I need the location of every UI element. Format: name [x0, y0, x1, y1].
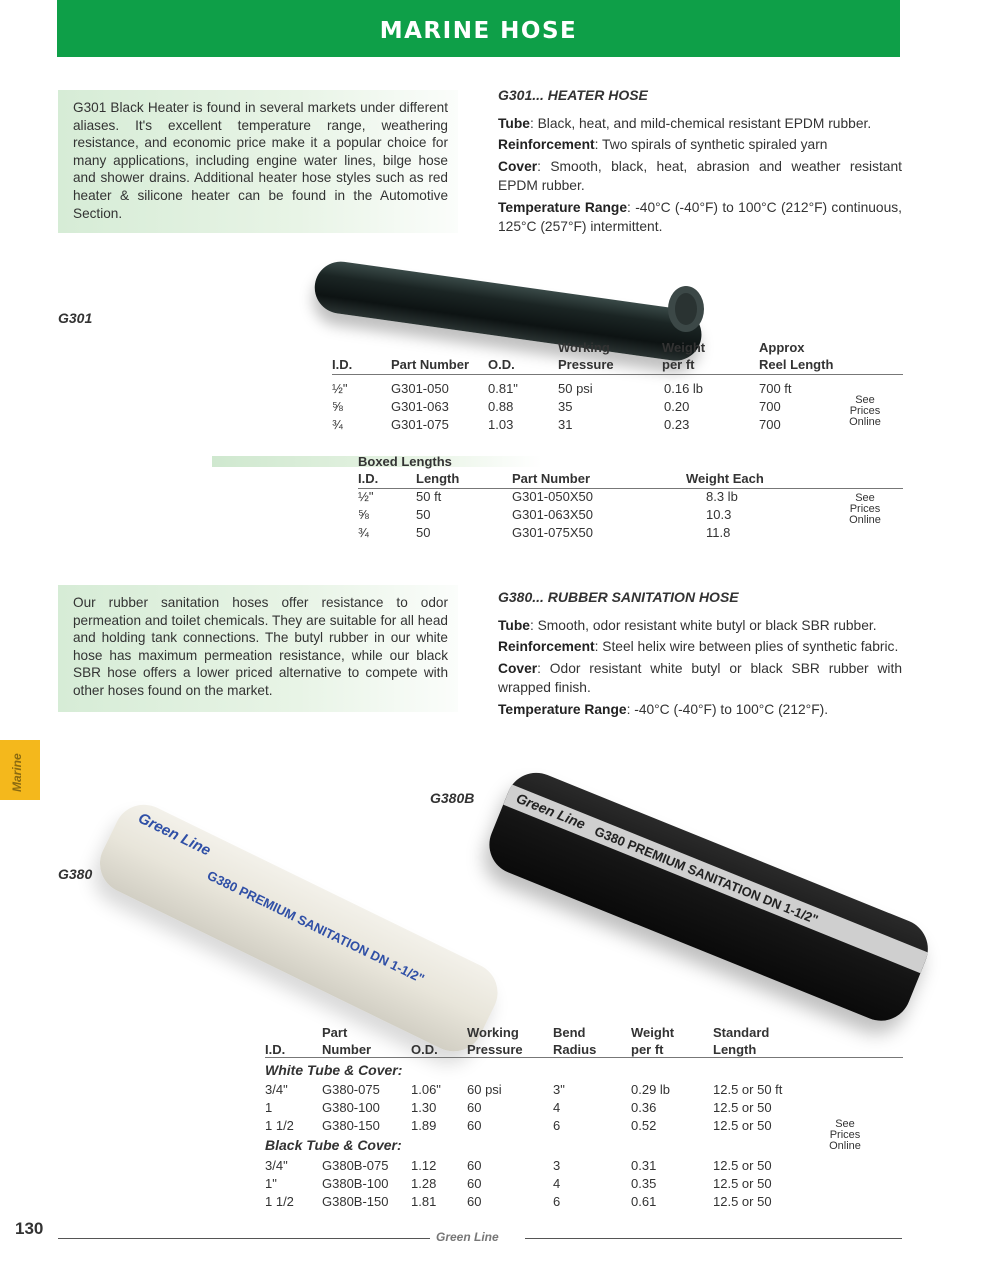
spec-value: : Two spirals of synthetic spiraled yarn — [594, 137, 828, 152]
table-cell: G380B-150 — [322, 1194, 389, 1209]
table-cell: 35 — [558, 399, 573, 414]
table-cell: 1.03 — [488, 417, 514, 432]
g380-intro: Our rubber sanitation hoses offer resistance to odor permeation and toilet chemicals. They are suitable for all head and holding tank connections. The butyl rubber in our white hose has maximum permeation resistance, while our black SBR hose offers a lower priced alternative to compete with other hoses found on the market. — [58, 585, 458, 712]
page-number: 130 — [15, 1219, 44, 1238]
table-row — [0, 416, 989, 434]
column-header: Part Number — [391, 357, 470, 372]
table-cell: 0.20 — [664, 399, 690, 414]
table-cell: 0.81" — [488, 381, 518, 396]
column-header: Length — [416, 471, 460, 486]
table-cell: 0.29 lb — [631, 1082, 671, 1097]
spec-value: : Steel helix wire between plies of synthetic fabric. — [594, 639, 899, 654]
table-row — [0, 398, 989, 416]
spec-item — [498, 616, 902, 636]
table-cell: G301-075 — [391, 417, 449, 432]
table-cell: ¾ — [332, 417, 343, 432]
table-cell: 60 — [467, 1158, 482, 1173]
table-cell: ⅝ — [358, 507, 369, 522]
table-cell: 0.88 — [488, 399, 514, 414]
table-row — [0, 1157, 989, 1175]
table-cell: G301-050X50 — [512, 489, 593, 504]
table-cell: 1.89 — [411, 1118, 437, 1133]
header-rule — [265, 1057, 903, 1058]
table-row — [0, 1081, 989, 1099]
column-header: Pressure — [467, 1042, 523, 1057]
table-cell: ½" — [332, 381, 348, 396]
spec-item — [498, 700, 902, 720]
column-header: Working — [467, 1025, 519, 1040]
table-cell: 12.5 or 50 — [713, 1158, 772, 1173]
g301-hose-end — [668, 286, 704, 332]
spec-key: Temperature Range — [498, 199, 628, 215]
spec-value: : -40°C (-40°F) to 100°C (212°F) continuous, 125°C (257°F) intermittent. — [498, 199, 902, 234]
table-cell: 50 — [416, 507, 431, 522]
black-hose-brand-print: Green Line — [513, 789, 588, 833]
column-header: Pressure — [558, 357, 614, 372]
table-cell: 0.36 — [631, 1100, 657, 1115]
footer-divider-right — [525, 1238, 902, 1239]
side-tab-marine — [0, 740, 40, 800]
g380-specs — [498, 588, 902, 721]
table-cell: 10.3 — [706, 507, 732, 522]
table-row — [0, 1099, 989, 1117]
spec-key: Cover — [498, 660, 538, 676]
table-cell: 1" — [265, 1176, 277, 1191]
table-cell: ½" — [358, 489, 374, 504]
table-cell: G380-150 — [322, 1118, 380, 1133]
table-cell: 1.06" — [411, 1082, 441, 1097]
table-cell: 3/4" — [265, 1082, 288, 1097]
table-cell: 1 1/2 — [265, 1118, 294, 1133]
g380b-black-hose-image — [480, 764, 937, 1030]
column-header: I.D. — [358, 471, 379, 486]
spec-item — [498, 659, 902, 698]
see-prices-online-note: See Prices Online — [829, 1118, 861, 1152]
boxed-lengths-title: Boxed Lengths — [358, 454, 452, 469]
column-header: O.D. — [411, 1042, 438, 1057]
table-cell: 1.81 — [411, 1194, 437, 1209]
table-cell: 12.5 or 50 — [713, 1118, 772, 1133]
white-hose-text-print: G380 PREMIUM SANITATION DN 1-1/2" — [204, 867, 427, 987]
side-tab-label: Marine — [10, 753, 24, 792]
table-row — [0, 488, 989, 506]
table-cell: G301-050 — [391, 381, 449, 396]
column-header: per ft — [662, 357, 695, 372]
column-header: Weight — [631, 1025, 675, 1040]
g301-intro: G301 Black Heater is found in several markets under different aliases. It's excellent temperature range, weathering resistance, and economic price make it a popular choice for many applications, including engine water lines, bilge hose and shower drains. Additional heater hose styles such as red heater & silicone heater can be found in the Automotive Section. — [58, 90, 458, 233]
table-cell: 3 — [553, 1158, 561, 1173]
table-row — [0, 506, 989, 524]
table-cell: 1 — [265, 1100, 273, 1115]
table-cell: G380-100 — [322, 1100, 380, 1115]
table-cell: G380-075 — [322, 1082, 380, 1097]
spec-key: Cover — [498, 158, 538, 174]
table-cell: 0.52 — [631, 1118, 657, 1133]
column-header: Weight Each — [686, 471, 764, 486]
table-cell: 3/4" — [265, 1158, 288, 1173]
table-cell: 60 — [467, 1118, 482, 1133]
spec-item — [498, 114, 902, 134]
table-row — [0, 524, 989, 542]
see-prices-online-note: See Prices Online — [849, 492, 881, 526]
spec-value: : Odor resistant white butyl or black SBR rubber with wrapped finish. — [498, 660, 902, 695]
table-cell: 60 — [467, 1100, 482, 1115]
table-cell: 700 — [759, 399, 781, 414]
table-cell: 0.16 lb — [664, 381, 704, 396]
table-cell: 50 ft — [416, 489, 442, 504]
table-cell: G301-063 — [391, 399, 449, 414]
spec-item — [498, 157, 902, 196]
table-row — [0, 380, 989, 398]
table-row — [0, 1175, 989, 1193]
table-cell: 4 — [553, 1100, 561, 1115]
footer-brand-logo: Green Line — [436, 1230, 499, 1244]
table-cell: 12.5 or 50 — [713, 1176, 772, 1191]
table-cell: 1.30 — [411, 1100, 437, 1115]
table-cell: 0.31 — [631, 1158, 657, 1173]
table-cell: 6 — [553, 1194, 561, 1209]
column-header: Working — [558, 340, 610, 355]
column-header: I.D. — [332, 357, 353, 372]
table-cell: 60 psi — [467, 1082, 502, 1097]
column-header: I.D. — [265, 1042, 286, 1057]
table-cell: 0.35 — [631, 1176, 657, 1191]
column-header: Weight — [662, 340, 706, 355]
column-header: Radius — [553, 1042, 597, 1057]
spec-key: Tube — [498, 115, 530, 131]
table-cell: 4 — [553, 1176, 561, 1191]
column-header: Reel Length — [759, 357, 834, 372]
table-cell: 0.61 — [631, 1194, 657, 1209]
table-cell: 12.5 or 50 ft — [713, 1082, 783, 1097]
column-header: Bend — [553, 1025, 586, 1040]
table-cell: 60 — [467, 1194, 482, 1209]
table-cell: 1.28 — [411, 1176, 437, 1191]
table-cell: ¾ — [358, 525, 369, 540]
column-header: Length — [713, 1042, 757, 1057]
g301-title: G301... HEATER HOSE — [498, 87, 648, 103]
table-cell: 12.5 or 50 — [713, 1100, 772, 1115]
table-cell: 1.12 — [411, 1158, 437, 1173]
table-cell: 6 — [553, 1118, 561, 1133]
table-cell: 50 psi — [558, 381, 593, 396]
table-cell: 31 — [558, 417, 573, 432]
spec-value: : Smooth, odor resistant white butyl or black SBR rubber. — [529, 617, 877, 633]
table-cell: 8.3 lb — [706, 489, 738, 504]
table-cell: 3" — [553, 1082, 565, 1097]
table-cell: G380B-075 — [322, 1158, 389, 1173]
spec-item — [498, 135, 902, 155]
table-cell: G301-063X50 — [512, 507, 593, 522]
column-header: per ft — [631, 1042, 664, 1057]
column-header: Number — [322, 1042, 372, 1057]
column-header: Approx — [759, 340, 805, 355]
table-cell: 700 ft — [759, 381, 792, 396]
g380-image-label: G380 — [58, 866, 93, 882]
column-header: Part — [322, 1025, 348, 1040]
spec-key: Temperature Range — [498, 701, 627, 717]
section-heading-black: Black Tube & Cover: — [265, 1137, 402, 1153]
header-rule — [332, 374, 903, 375]
g301-hose-image — [311, 258, 704, 364]
spec-item — [498, 637, 902, 657]
spec-key: Reinforcement — [498, 639, 595, 654]
g301-image-label: G301 — [58, 310, 93, 326]
white-hose-brand-print: Green Line — [135, 809, 214, 860]
black-hose-text-print: G380 PREMIUM SANITATION DN 1-1/2" — [592, 823, 821, 928]
table-cell: 60 — [467, 1176, 482, 1191]
column-header: O.D. — [488, 357, 515, 372]
table-cell: ⅝ — [332, 399, 343, 414]
table-cell: 50 — [416, 525, 431, 540]
spec-key: Tube — [498, 617, 530, 633]
spec-value: : -40°C (-40°F) to 100°C (212°F). — [626, 701, 829, 717]
see-prices-online-note: See Prices Online — [849, 394, 881, 428]
table-cell: G301-075X50 — [512, 525, 593, 540]
g380-white-hose-image — [90, 795, 508, 1062]
table-cell: G380B-100 — [322, 1176, 389, 1191]
spec-value: : Black, heat, and mild-chemical resistant EPDM rubber. — [529, 115, 872, 131]
spec-item — [498, 198, 902, 237]
table-cell: 0.23 — [664, 417, 690, 432]
section-heading-white: White Tube & Cover: — [265, 1062, 403, 1078]
table-cell: 700 — [759, 417, 781, 432]
table-cell: 12.5 or 50 — [713, 1194, 772, 1209]
g380-title: G380... RUBBER SANITATION HOSE — [498, 589, 739, 605]
column-header: Standard — [713, 1025, 770, 1040]
page-title: MARINE HOSE — [57, 0, 900, 57]
spec-key: Reinforcement — [498, 137, 595, 152]
footer-divider-left — [58, 1238, 430, 1239]
column-header: Part Number — [512, 471, 591, 486]
spec-value: : Smooth, black, heat, abrasion and weather resistant EPDM rubber. — [498, 158, 902, 193]
table-row — [0, 1193, 989, 1211]
table-cell: 1 1/2 — [265, 1194, 294, 1209]
table-cell: 11.8 — [706, 525, 731, 540]
g301-specs — [498, 86, 902, 239]
g380b-image-label: G380B — [430, 790, 475, 806]
